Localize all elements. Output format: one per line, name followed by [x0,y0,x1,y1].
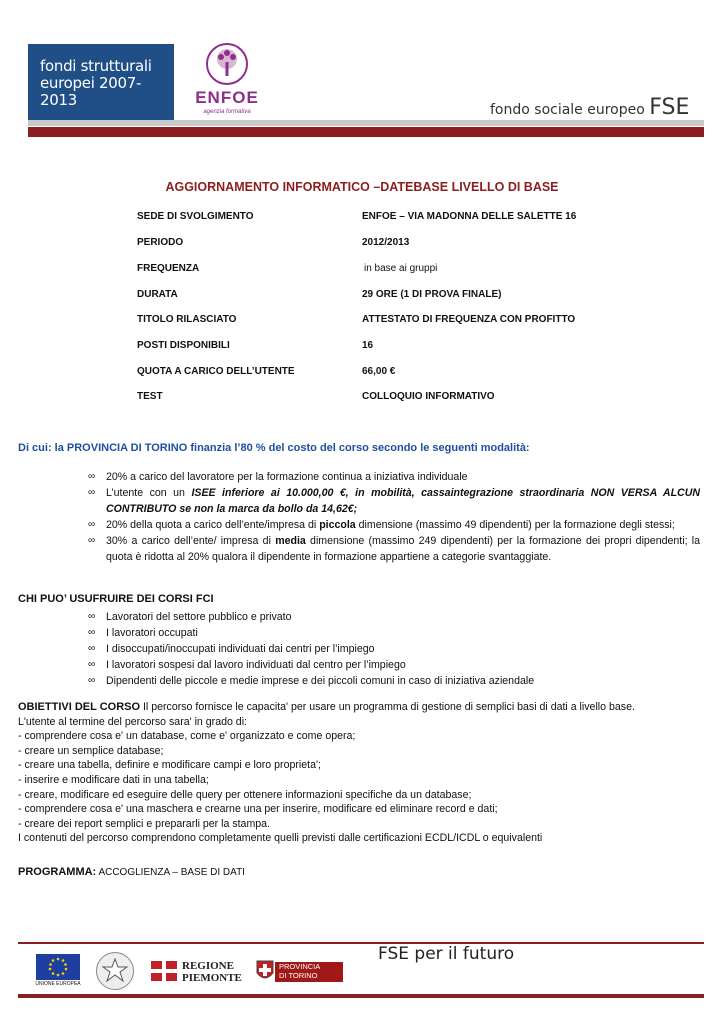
detail-label: TEST [137,391,163,402]
funding-item-text: L’utente con un [106,487,192,499]
enfoe-subtitle: agenzia formativa [203,109,251,115]
detail-value: 66,00 € [362,366,396,377]
provincia-line-2: DI TORINO [279,971,318,980]
fondi-line-2: europei 2007-2013 [40,74,142,109]
objectives-intro: Il percorso fornisce le capacita' per usare un programma di gestione di semplici basi di dati a livello base. [140,701,635,713]
objectives-line: - inserire e modificare dati in una tabella; [18,773,209,786]
who-item-text: I lavoratori occupati [106,627,198,639]
program-section [18,866,245,878]
list-item [88,657,700,673]
detail-value: COLLOQUIO INFORMATIVO [362,391,495,402]
bullet-icon: ∞ [88,643,96,654]
detail-value: 29 ORE (1 DI PROVA FINALE) [362,289,502,300]
list-item [88,517,700,533]
regione-shield-icon [150,960,178,982]
funding-item-text: 30% a carico dell’ente/ impresa di [106,535,276,547]
enfoe-name: ENFOE [195,88,259,107]
bullet-icon: ∞ [88,675,96,686]
footer-divider-bottom [18,994,704,998]
bullet-icon: ∞ [88,611,96,622]
objectives-line: L'utente al termine del percorso sara' in grado di: [18,715,247,728]
provincia-torino-logo [275,962,343,982]
objectives-section [18,700,678,846]
funding-intro: Di cui: la PROVINCIA DI TORINO finanzia l’80 % del costo del corso secondo le seguenti modalità: [18,442,530,454]
objectives-title: OBIETTIVI DEL CORSO [18,701,141,713]
detail-label: POSTI DISPONIBILI [137,340,230,351]
italian-republic-emblem-icon [96,952,134,990]
funding-item-text: 20% a carico del lavoratore per la formazione continua a iniziativa individuale [106,471,468,483]
bullet-icon: ∞ [88,627,96,638]
funding-item-emphasis: ISEE inferiore ai 10.000,00 €, in mobilità, cassaintegrazione straordinaria NON VERSA ALCUN CONTRIBUTO se non la marca da bollo da 14,62€; [106,487,700,515]
objectives-line: - creare una tabella, definire e modificare campi e loro proprieta'; [18,759,321,772]
fondi-strutturali-logo [28,44,174,120]
bullet-icon: ∞ [88,487,96,498]
who-item-text: Lavoratori del settore pubblico e privato [106,611,292,623]
detail-label: TITOLO RILASCIATO [137,314,237,325]
regione-line-2: PIEMONTE [182,972,242,984]
fse-label: fondo sociale europeo [490,102,645,118]
funding-list [88,469,700,565]
who-item-text: Dipendenti delle piccole e medie imprese e dei piccoli comuni in caso di iniziativa aziendale [106,675,535,687]
who-list [88,609,700,689]
regione-line-1: REGIONE [182,960,234,972]
provincia-crest-icon [255,958,275,984]
list-item [88,469,700,485]
detail-value: 16 [362,340,374,351]
program-value: ACCOGLIENZA – BASE DI DATI [96,867,245,878]
funding-item-text: dimensione (massimo 49 dipendenti) per la formazione degli stessi; [355,519,675,531]
list-item [88,609,700,625]
funding-item-text: 20% della quota a carico dell’ente/impresa di [106,519,320,531]
program-title: PROGRAMMA: [18,866,97,878]
enfoe-logo [190,42,264,122]
detail-label: DURATA [137,289,178,300]
fse-slogan: FSE per il futuro [378,944,515,964]
fse-header-text [490,95,689,120]
header-divider-red [28,127,704,137]
list-item [88,625,700,641]
fse-big: FSE [649,95,690,120]
funding-item-emphasis: media [275,535,306,547]
bullet-icon: ∞ [88,519,96,530]
provincia-line-1: PROVINCIA [279,962,321,971]
detail-label: SEDE DI SVOLGIMENTO [137,211,254,222]
course-title: AGGIORNAMENTO INFORMATICO –DATEBASE LIVELLO DI BASE [165,180,559,194]
who-title: CHI PUO’ USUFRUIRE DEI CORSI FCI [18,593,214,605]
list-item [88,673,700,689]
list-item [88,485,700,517]
header-divider-grey [28,120,704,126]
list-item [88,533,700,565]
objectives-line: - comprendere cosa e' un database, come e' organizzato e come opera; [18,730,356,743]
objectives-line: - creare dei report semplici e prepararli per la stampa. [18,817,270,830]
eu-flag-icon [36,954,80,980]
bullet-icon: ∞ [88,659,96,670]
who-item-text: I disoccupati/inoccupati individuati dai centri per l’impiego [106,643,375,655]
detail-label: QUOTA A CARICO DELL’UTENTE [137,366,295,377]
detail-value: ENFOE – VIA MADONNA DELLE SALETTE 16 [362,211,577,222]
detail-label: FREQUENZA [137,263,200,274]
funding-item-text: dimensione (massimo 249 dipendenti) per la formazione dei propri dipendenti; la quota è ridotta al 20% qualora il dipendente in formazione appartiene a categorie svantaggiate. [106,535,701,563]
objectives-line: - creare un semplice database; [18,744,164,757]
objectives-line: - comprendere cosa e' una maschera e crearne una per inserire, modificare ed eliminare record e dati; [18,803,498,816]
detail-value: ATTESTATO DI FREQUENZA CON PROFITTO [362,314,576,325]
objectives-line: - creare, modificare ed eseguire delle query per ottenere informazioni specifiche da un database; [18,788,472,801]
enfoe-tree-icon [190,42,264,88]
bullet-icon: ∞ [88,535,96,546]
bullet-icon: ∞ [88,471,96,482]
list-item [88,641,700,657]
fondi-line-1: fondi strutturali [40,57,152,75]
eu-caption: UNIONE EUROPEA [35,981,81,987]
detail-label: PERIODO [137,237,184,248]
detail-value: in base ai gruppi [364,263,438,274]
objectives-line: I contenuti del percorso comprendono completamente quelli previsti dalle certificazioni ECDL/ICDL o equivalenti [18,832,543,845]
funding-item-emphasis: piccola [319,519,356,531]
detail-value: 2012/2013 [362,237,410,248]
footer-divider-top [18,942,704,944]
who-item-text: I lavoratori sospesi dal lavoro individuati dal centro per l’impiego [106,659,406,671]
